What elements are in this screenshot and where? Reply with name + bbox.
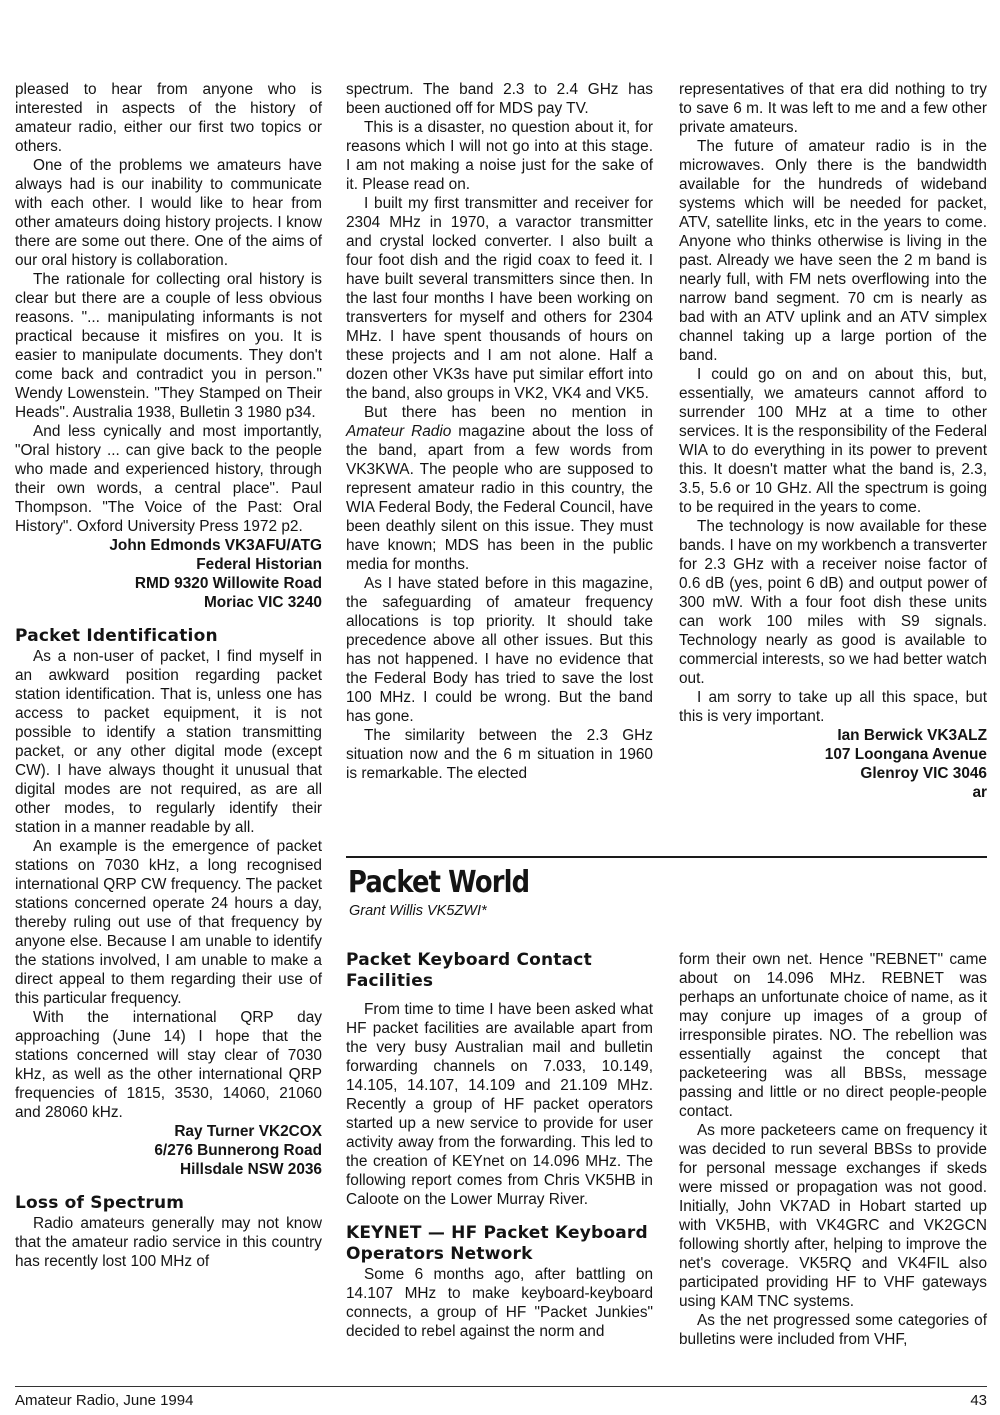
- column-3: [679, 80, 987, 802]
- end-mark: ar: [972, 784, 987, 801]
- column-5: [679, 950, 987, 1349]
- paragraph: As a non-user of packet, I find myself in an awkward position regarding packet station identification. That is, unless one has access to packet equipment, it is not possible to identify a station transmitting packet, or any other digital mode (except CW). I have always thought it unusual that digital modes are not required, as are all other modes, to regularly identify their station in a manner readable by all.: [15, 648, 322, 836]
- signature-line: Glenroy VIC 3046: [860, 765, 987, 782]
- text-run: magazine about the loss of the band, apart from a few words from VK3KWA. The people who are supposed to represent amateur radio in this country, the WIA Federal Body, the Federal Council, have been deathly silent on this issue. They must have known; MDS has been in the public media for months.: [346, 423, 653, 573]
- paragraph: As I have stated before in this magazine, the safeguarding of amateur frequency allocations is top priority. It should take precedence above all other issues. But this has not happened. I have no evidence that the Federal Body has tried to save the lost 100 MHz. I could be wrong. But the band has gone.: [346, 575, 653, 725]
- heading-packet-identification: Packet Identification: [15, 626, 218, 646]
- paragraph: The technology is now available for these bands. I have on my workbench a transverter for 2.3 GHz with a receiver noise factor of 0.6 dB (yes, point 6 dB) and output power of 300 mW. With a four foot dish these units can work 100 miles with S9 signals. Technology nearly as good is available to commercial interests, so we had better watch out.: [679, 518, 987, 687]
- paragraph: And less cynically and most importantly, "Oral history ... can give back to the people who made and experienced history, through their own words, a central place". Paul Thompson. "The Voice of the Past: Oral History". Oxford University Press 1972 p2.: [15, 423, 322, 535]
- paragraph: I could go on and on about this, but, essentially, we amateurs cannot afford to surrender 100 MHz at a time to other services. It is the responsibility of the Federal WIA to do everything in its power to prevent this. It doesn't matter what the band is, 2.3, 3.5, 5.6 or 10 GHz. All the spectrum is going to be required in the years to come.: [679, 366, 987, 516]
- section-title: Packet World: [348, 865, 530, 900]
- paragraph: As more packeteers came on frequency it was decided to run several BBSs to provide for personal message exchanges if skeds were missed or propagation was not good. Initially, John VK7AD in Hobart started up with VK5HB, with VK4GRC and VK2GCN following shortly after, helping to improve the net's coverage. VK5RQ and VK4FIL also participated providing HF to VHF gateways using KAM TNC systems.: [679, 1122, 987, 1310]
- paragraph: The similarity between the 2.3 GHz situation now and the 6 m situation in 1960 is remarkable. The elected: [346, 727, 653, 782]
- paragraph: Radio amateurs generally may not know that the amateur radio service in this country has recently lost 100 MHz of: [15, 1215, 322, 1270]
- paragraph: With the international QRP day approaching (June 14) I hope that the stations concerned will stay clear of 7030 kHz, as well as the other international QRP frequencies of 1815, 3530, 14060, 21060 and 28060 kHz.: [15, 1009, 322, 1121]
- paragraph: representatives of that era did nothing to try to save 6 m. It was left to me and a few other private amateurs.: [679, 81, 987, 136]
- signature-line: Ian Berwick VK3ALZ: [837, 727, 987, 744]
- text-run: But there has been no mention in: [364, 404, 653, 421]
- signature-line: John Edmonds VK3AFU/ATG: [109, 537, 322, 554]
- signature-line: Federal Historian: [196, 556, 322, 573]
- paragraph: form their own net. Hence "REBNET" came about on 14.096 MHz. REBNET was perhaps an unfortunate choice of name, as it may conjure up images of a group of irresponsible pirates. NO. The rebellion was essentially against the concept that packeteering was all BBSs, message passing and little or no direct people-people contact.: [679, 951, 987, 1120]
- signature-line: Ray Turner VK2COX: [174, 1123, 322, 1140]
- signature-berwick: [679, 726, 987, 802]
- section-rule: [346, 856, 987, 858]
- paragraph: spectrum. The band 2.3 to 2.4 GHz has been auctioned off for MDS pay TV.: [346, 81, 653, 117]
- paragraph: One of the problems we amateurs have always had is our inability to communicate with each other. I would like to hear from other amateurs doing history projects. I know there are some out there. One of the aims of our oral history is collaboration.: [15, 157, 322, 269]
- section-author: Grant Willis VK5ZWI*: [349, 903, 487, 919]
- paragraph: This is a disaster, no question about it, for reasons which I will not go into at this stage. I am not making a noise just for the sake of it. Please read on.: [346, 119, 653, 193]
- paragraph: As the net progressed some categories of bulletins were included from VHF,: [679, 1312, 987, 1348]
- paragraph: pleased to hear from anyone who is interested in aspects of the history of amateur radio, either our first two topics or others.: [15, 81, 322, 155]
- column-4: [346, 950, 653, 1341]
- signature-turner: [15, 1122, 322, 1179]
- paragraph: The future of amateur radio is in the microwaves. Only there is the bandwidth available for the hundreds of wideband systems which will be needed for packet, ATV, satellite links, etc in the years to come. Anyone who thinks otherwise is living in the past. Already we have seen the 2 m band is nearly full, with FM nets overflowing into the narrow band segment. 70 cm is nearly as bad with an ATV uplink and an ATV simplex channel taking up a large portion of the band.: [679, 138, 987, 364]
- heading-packet-keyboard: Packet Keyboard Contact Facilities: [346, 950, 592, 991]
- signature-edmonds: [15, 536, 322, 612]
- signature-line: 6/276 Bunnerong Road: [154, 1142, 322, 1159]
- paragraph: I built my first transmitter and receiver for 2304 MHz in 1970, a varactor transmitter and crystal locked converter. I also built a four foot dish and the rigid coax to feed it. I have built several transmitters since then. In the last four months I have been working on transverters for myself and others for 2304 MHz. I have spent thousands of hours on these projects and I am not alone. Half a dozen other VK3s have put similar effort into the band, also groups in VK2, VK4 and VK5.: [346, 195, 653, 402]
- magazine-title: Amateur Radio: [346, 423, 452, 440]
- column-1: [15, 80, 322, 1271]
- paragraph: From time to time I have been asked what HF packet facilities are available apart from the very busy Australian mail and bulletin forwarding channels on 7.033, 10.149, 14.105, 14.107, 14.109 and 21.109 MHz. Recently a group of HF packet operators started up a new service to provide for user activity away from the forwarding. This led to the creation of KEYnet on 14.096 MHz. The following report comes from Chris VK5HB in Caloote on the Lower Murray River.: [346, 1001, 653, 1208]
- footer-publication: Amateur Radio, June 1994: [15, 1392, 194, 1409]
- signature-line: RMD 9320 Willowite Road: [134, 575, 322, 592]
- paragraph: Some 6 months ago, after battling on 14.107 MHz to make keyboard-keyboard connects, a group of HF "Packet Junkies" decided to rebel against the norm and: [346, 1266, 653, 1340]
- paragraph: An example is the emergence of packet stations on 7030 kHz, a long recognised international QRP CW frequency. The packet stations concerned operate 24 hours a day, thereby ruling out use of that frequency by anyone else. Because I am unable to identify the stations involved, I am unable to make a direct appeal to them regarding their use of this particular frequency.: [15, 838, 322, 1007]
- column-2: [346, 80, 653, 783]
- signature-line: Moriac VIC 3240: [203, 594, 322, 611]
- page-number: 43: [970, 1392, 987, 1409]
- paragraph: [346, 403, 653, 574]
- signature-line: 107 Loongana Avenue: [824, 746, 987, 763]
- paragraph: I am sorry to take up all this space, but this is very important.: [679, 689, 987, 725]
- heading-keynet: KEYNET — HF Packet Keyboard Operators Network: [346, 1223, 648, 1264]
- paragraph: The rationale for collecting oral history is clear but there are a couple of less obvious reasons. "... manipulating informants is not practical because it misfires on you. It is easier to manipulate documents. They don't come back and contradict you in person." Wendy Lowenstein. "They Stamped on Their Heads". Australia 1938, Bulletin 3 1980 p34.: [15, 271, 322, 421]
- footer-rule: [15, 1386, 987, 1387]
- heading-loss-of-spectrum: Loss of Spectrum: [15, 1193, 185, 1213]
- signature-line: Hillsdale NSW 2036: [180, 1161, 322, 1178]
